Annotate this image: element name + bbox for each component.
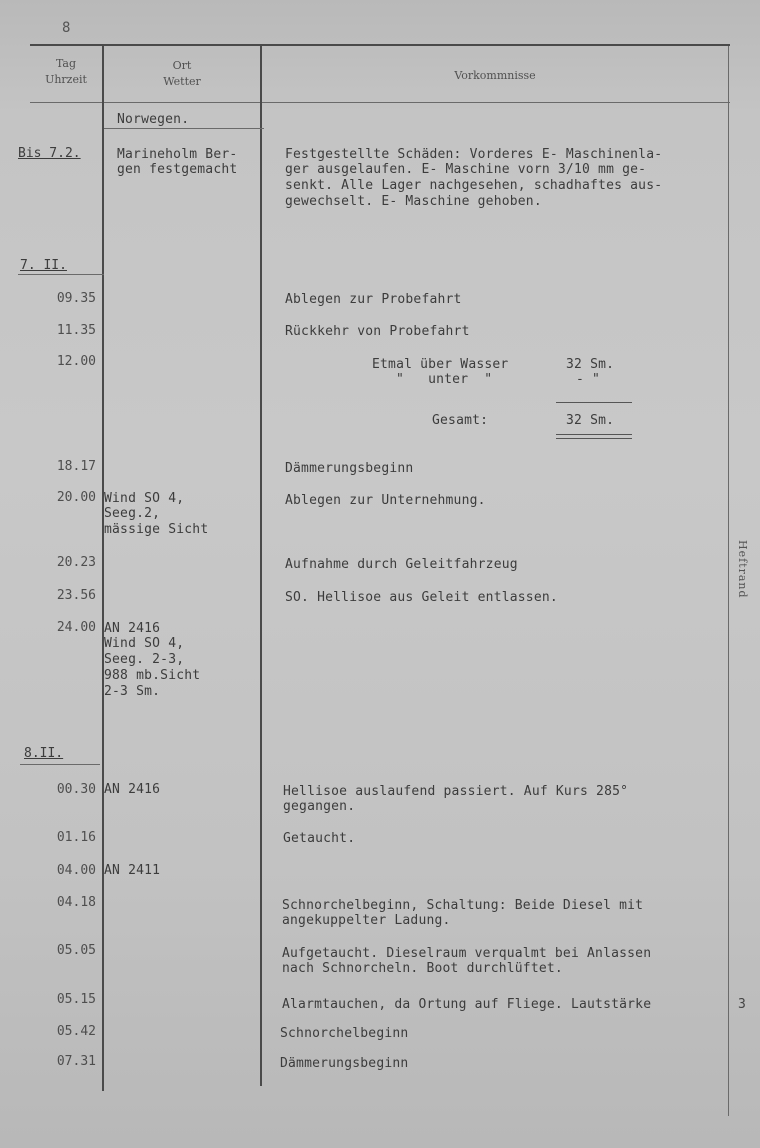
position-line: AN 2411 bbox=[104, 863, 161, 878]
margin-label: Heftrand bbox=[736, 540, 749, 599]
header-weather: Wetter bbox=[163, 75, 201, 88]
entry-text-overflow: 3 bbox=[738, 997, 746, 1012]
etmal-label-surface: Etmal über Wasser bbox=[372, 357, 509, 372]
weather-line: 2-3 Sm. bbox=[104, 684, 161, 699]
weather-line: mässige Sicht bbox=[104, 522, 209, 537]
day-label-rule bbox=[18, 274, 104, 275]
weather-line: Seeg.2, bbox=[104, 506, 161, 521]
weather-line: Wind SO 4, bbox=[104, 491, 185, 506]
entry-text: Alarmtauchen, da Ortung auf Fliege. Lautstärke bbox=[282, 997, 652, 1012]
weather-line: Seeg. 2-3, bbox=[104, 652, 185, 667]
entry-text-line2: angekuppelter Ladung. bbox=[282, 913, 451, 928]
entry-time: 01.16 bbox=[56, 830, 96, 845]
entry-time: 04.00 bbox=[56, 863, 96, 878]
entry-text-line2: nach Schnorcheln. Boot durchlüftet. bbox=[282, 961, 563, 976]
header-top-rule bbox=[30, 44, 730, 46]
entry-time: 20.23 bbox=[56, 555, 96, 570]
entry-text: Rückkehr von Probefahrt bbox=[285, 324, 470, 339]
entry-place-line1: Marineholm Ber- bbox=[117, 147, 238, 162]
entry-time: 04.18 bbox=[56, 895, 96, 910]
entry-time: 00.30 bbox=[56, 782, 96, 797]
entry-time: 24.00 bbox=[56, 620, 96, 635]
header-time: Uhrzeit bbox=[45, 73, 87, 86]
entry-text: Dämmerungsbeginn bbox=[280, 1056, 409, 1071]
page-number: 8 bbox=[62, 20, 71, 36]
total-value: 32 Sm. bbox=[566, 413, 615, 428]
right-border bbox=[728, 46, 729, 1116]
entry-text: Schnorchelbeginn bbox=[280, 1026, 409, 1041]
entry-time: 18.17 bbox=[56, 459, 96, 474]
entry-text-line3: senkt. Alle Lager nachgesehen, schadhaftes aus- bbox=[285, 178, 663, 193]
entry-text-line2: ger ausgelaufen. E- Maschine vorn 3/10 mm ge- bbox=[285, 162, 647, 177]
entry-time: 20.00 bbox=[56, 490, 96, 505]
entry-time: 12.00 bbox=[56, 354, 96, 369]
column-divider-1 bbox=[102, 46, 104, 1091]
header-day-time bbox=[32, 56, 100, 88]
header-day: Tag bbox=[55, 57, 77, 70]
header-place-weather bbox=[106, 58, 258, 90]
location-heading-rule bbox=[104, 128, 264, 129]
entry-date-until: Bis 7.2. bbox=[18, 146, 81, 161]
day-label: 7. II. bbox=[20, 258, 67, 273]
entry-text-line4: gewechselt. E- Maschine gehoben. bbox=[285, 194, 542, 209]
entry-time: 05.15 bbox=[56, 992, 96, 1007]
entry-text: Dämmerungsbeginn bbox=[285, 461, 414, 476]
entry-text: Getaucht. bbox=[283, 831, 356, 846]
day-label-rule bbox=[20, 764, 100, 765]
entry-text-line1: Aufgetaucht. Dieselraum verqualmt bei Anlassen bbox=[282, 946, 652, 961]
position-line: AN 2416 bbox=[104, 621, 161, 636]
weather-line: Wind SO 4, bbox=[104, 636, 185, 651]
entry-time: 05.42 bbox=[56, 1024, 96, 1039]
entry-time: 05.05 bbox=[56, 943, 96, 958]
entry-text: SO. Hellisoe aus Geleit entlassen. bbox=[285, 590, 558, 605]
sum-rule bbox=[556, 402, 632, 403]
entry-text-line1: Hellisoe auslaufend passiert. Auf Kurs 285° bbox=[283, 784, 629, 799]
position-line: AN 2416 bbox=[104, 782, 161, 797]
entry-text-line1: Festgestellte Schäden: Vorderes E- Maschinenla- bbox=[285, 147, 663, 162]
entry-time: 09.35 bbox=[56, 291, 96, 306]
column-divider-2 bbox=[260, 46, 262, 1086]
etmal-value-surface: 32 Sm. bbox=[566, 357, 615, 372]
etmal-label-submerged: " unter " bbox=[396, 372, 493, 387]
entry-time: 23.56 bbox=[56, 588, 96, 603]
entry-text-line2: gegangen. bbox=[283, 799, 356, 814]
entry-text: Ablegen zur Unternehmung. bbox=[285, 493, 486, 508]
header-events: Vorkommnisse bbox=[454, 69, 536, 82]
entry-text-line1: Schnorchelbeginn, Schaltung: Beide Diesel mit bbox=[282, 898, 644, 913]
entry-text: Ablegen zur Probefahrt bbox=[285, 292, 462, 307]
total-double-rule bbox=[556, 434, 632, 439]
entry-time: 11.35 bbox=[56, 323, 96, 338]
day-label: 8.II. bbox=[24, 746, 64, 761]
header-bottom-rule bbox=[30, 102, 730, 103]
etmal-value-submerged: - " bbox=[576, 372, 601, 387]
weather-line: 988 mb.Sicht bbox=[104, 668, 201, 683]
entry-time: 07.31 bbox=[56, 1054, 96, 1069]
entry-place-line2: gen festgemacht bbox=[117, 162, 238, 177]
entry-text: Aufnahme durch Geleitfahrzeug bbox=[285, 557, 518, 572]
location-heading: Norwegen. bbox=[117, 112, 190, 127]
header-place: Ort bbox=[172, 59, 192, 72]
total-label: Gesamt: bbox=[432, 413, 489, 428]
